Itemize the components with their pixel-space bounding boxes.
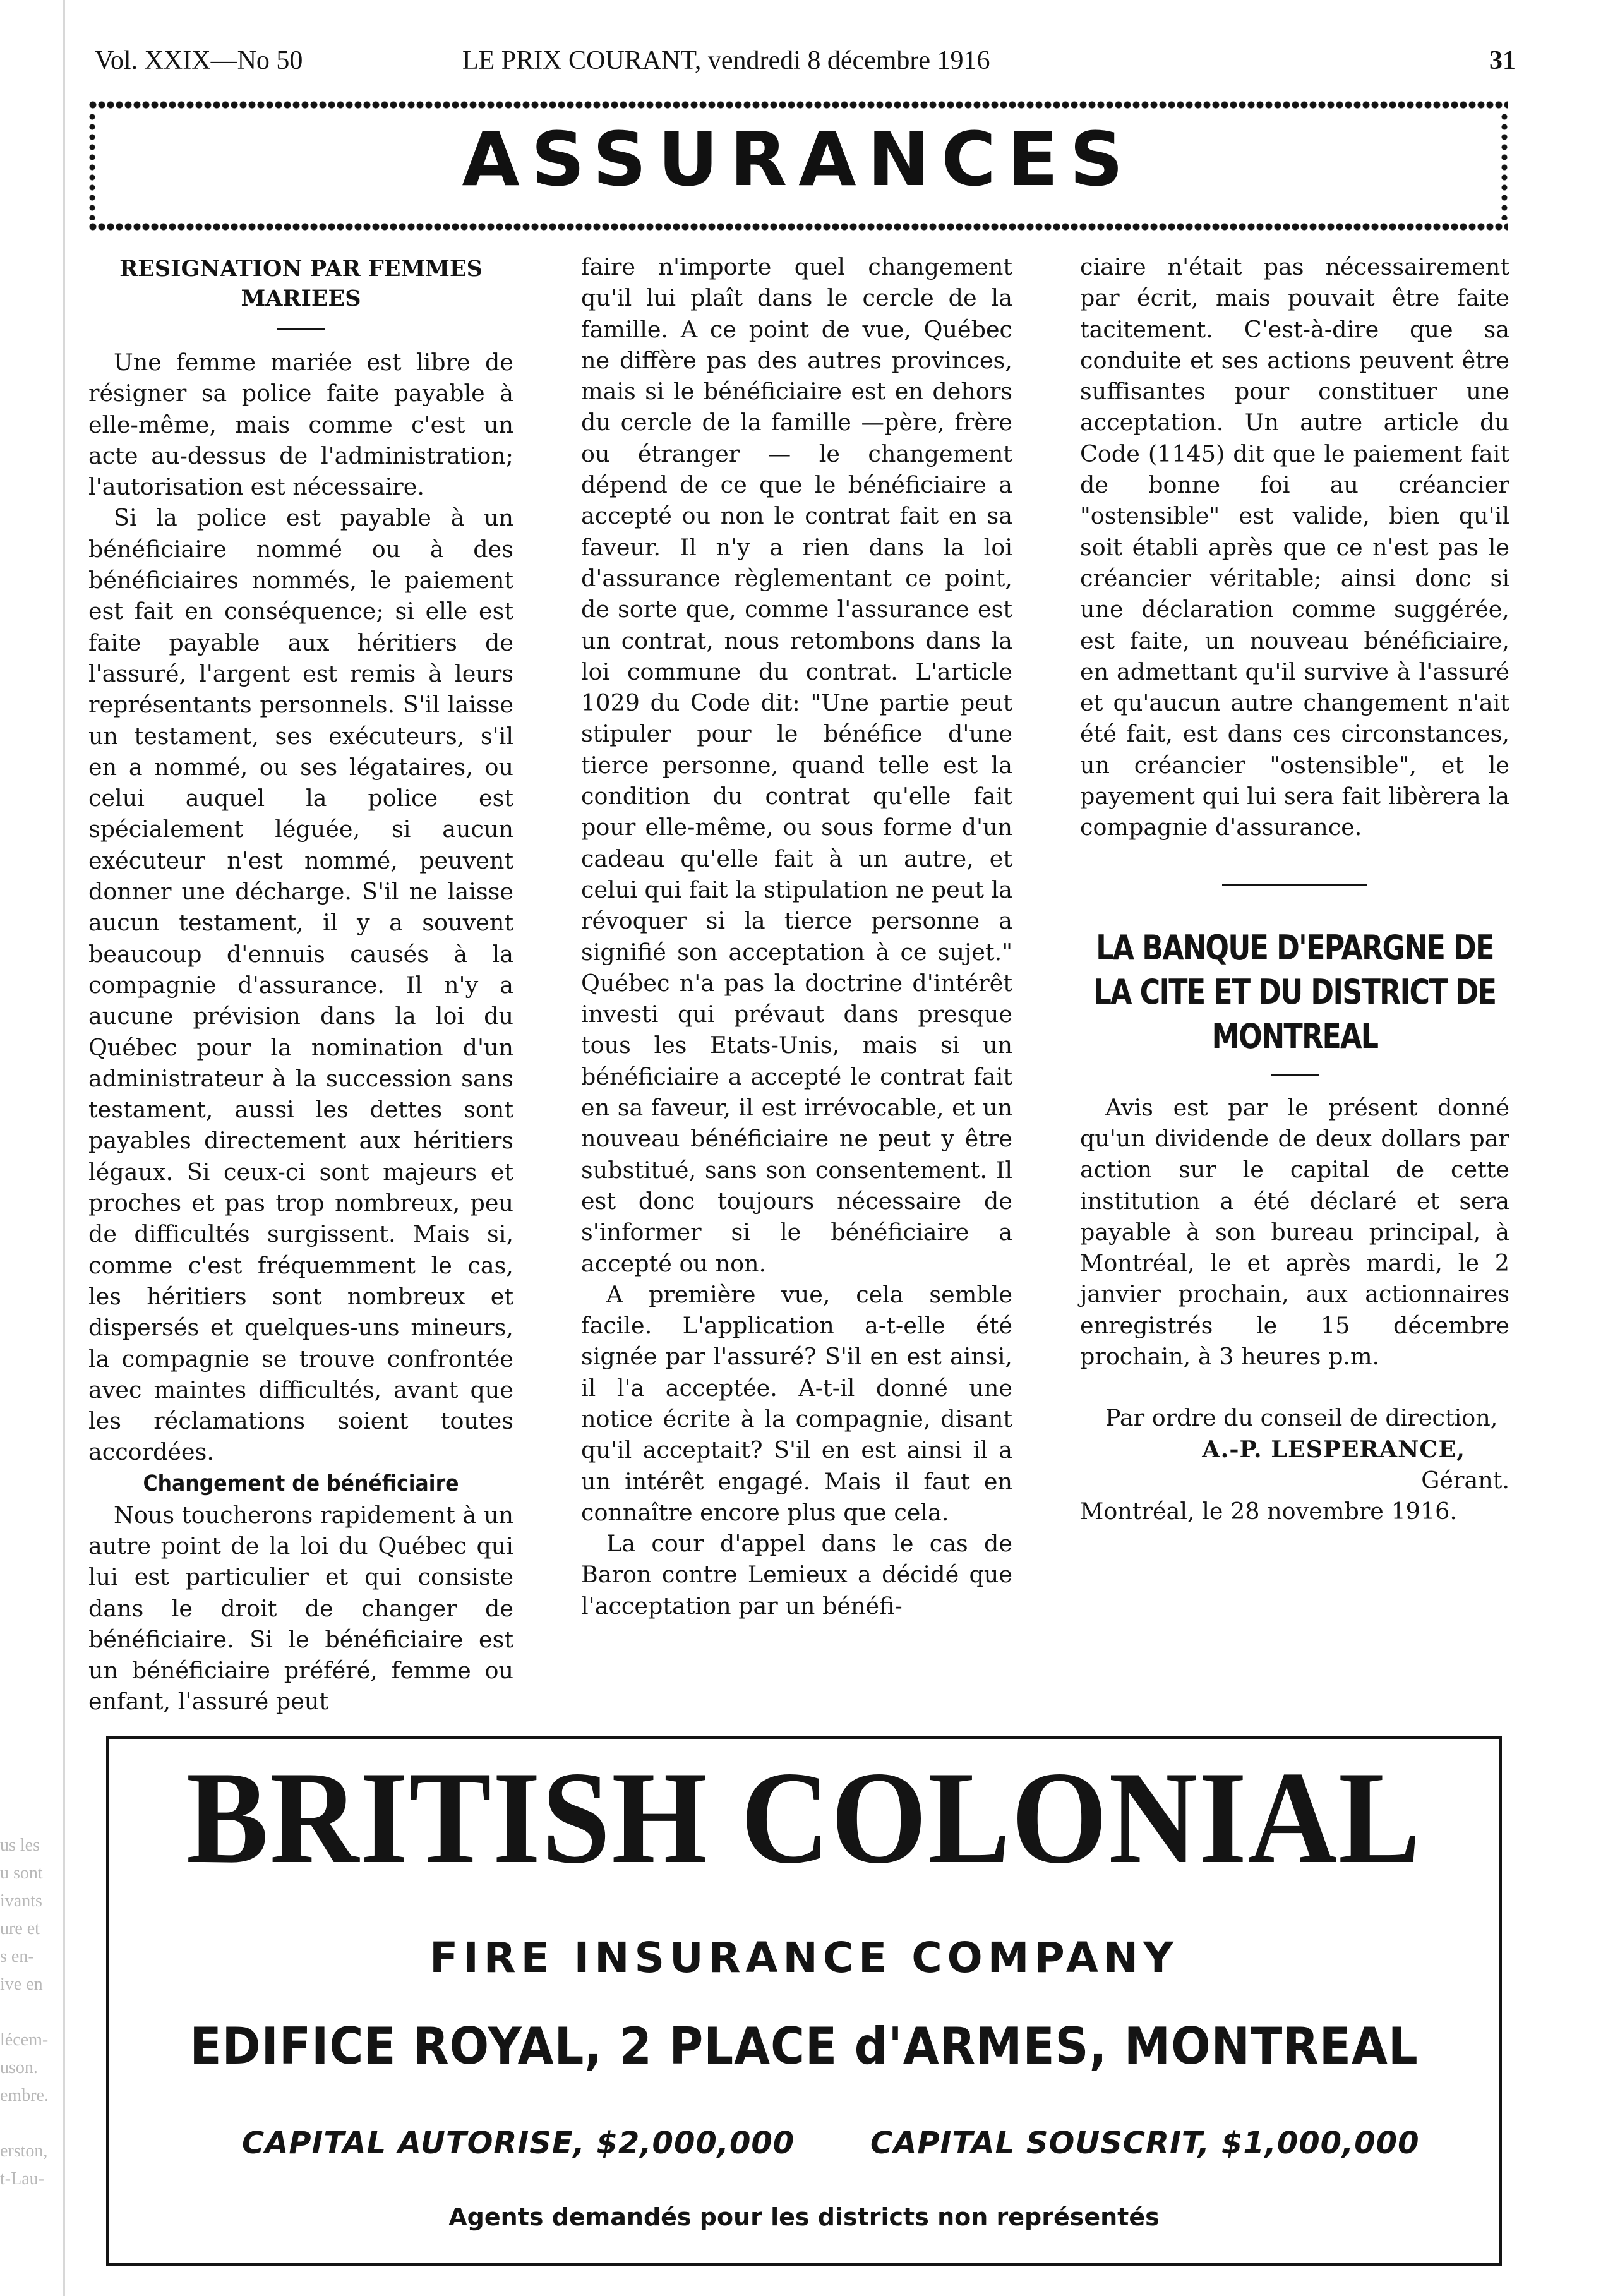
agents-wanted: Agents demandés pour les districts non représentés <box>448 2203 1160 2231</box>
bleed-line: embre. <box>0 2086 49 2105</box>
bleed-line: s en- <box>0 1947 34 1966</box>
article-subheading: Changement de bénéficiaire <box>143 1470 459 1496</box>
volume-label: Vol. XXIX—No 50 <box>95 46 303 75</box>
column-3 <box>1080 251 1509 1527</box>
bank-notice-body: Avis est par le présent donné qu'un dividende de deux dollars par action sur le capital de cette institution a été déclaré et sera payable à son bureau principal, à Montréal, le et après mardi, le 2 janvier prochain, aux actionnaires enregistrés le 15 décembre prochain, à 3 heures p.m. <box>1080 1093 1509 1371</box>
bank-title-rule <box>1271 1074 1319 1076</box>
running-header <box>95 45 1516 83</box>
capital-subscribed: CAPITAL SOUSCRIT, $1,000,000 <box>870 2125 1420 2161</box>
advertiser-address: EDIFICE ROYAL, 2 PLACE d'ARMES, MONTREAL <box>189 2017 1419 2076</box>
bleed-line: us les <box>0 1836 40 1855</box>
bleed-line: t-Lau- <box>0 2169 44 2189</box>
bank-notice-signatory: A.-P. LESPERANCE, <box>1202 1435 1465 1463</box>
capital-authorized: CAPITAL AUTORISE, $2,000,000 <box>242 2125 795 2161</box>
column-1 <box>88 251 513 1717</box>
page-number: 31 <box>1489 46 1516 75</box>
bank-notice-role: Gérant. <box>1421 1466 1509 1494</box>
dotted-border-top <box>88 98 1508 112</box>
article-title: RESIGNATION PAR FEMMES MARIEES <box>119 256 483 311</box>
article-paragraph: Si la police est payable à un bénéficiaire nommé ou à des bénéficiaires nommés, le paiement est fait en conséquence; si elle est faite payable aux héritiers de l'assuré, l'argent est remis à leurs représentants personnels. S'il laisse un testament, ses exécuteurs, s'il en a nommé, ou ses légataires, ou celui auquel la police est spécialement léguée, si aucun exécuteur n'est nommé, peuvent donner une décharge. S'il ne laisse aucun testament, il y a souvent beaucoup d'ennuis causés à la compagnie d'assurance. Il n'y a aucune prévision dans la loi du Québec pour la nomination d'un administrateur à la succession sans testament, aussi les dettes sont payables directement aux héritiers légaux. Si ceux-ci sont majeurs et proches et pas trop nombreux, peu de difficultés surgissent. Mais si, comme c'est fréquemment le cas, les héritiers sont nombreux et dispersés et quelques-uns mineurs, la compagnie se trouve confrontée avec maintes difficultés, avant que les réclamations soient toutes accordées. <box>88 504 513 1466</box>
article-paragraph: Nous toucherons rapidement à un autre point de la loi du Québec qui lui est particulier et qui consiste dans le droit de changer de bénéficiaire. Si le bénéficiaire est un bénéficiaire préféré, femme ou enfant, l'assuré peut <box>88 1501 513 1716</box>
advertiser-name: BRITISH COLONIAL <box>186 1745 1422 1891</box>
bleed-line: ive en <box>0 1974 43 1994</box>
article-paragraph: La cour d'appel dans le cas de Baron contre Lemieux a décidé que l'acceptation par un bénéfi- <box>581 1530 1012 1620</box>
bleed-line: u sont <box>0 1863 43 1883</box>
column-2 <box>581 251 1012 1621</box>
bank-notice-date: Montréal, le 28 novembre 1916. <box>1080 1498 1457 1525</box>
title-rule <box>277 328 325 330</box>
bank-notice-title: LA BANQUE D'EPARGNE DE LA CITE ET DU DISTRICT DE MONTREAL <box>1093 927 1496 1056</box>
bleed-line: erston, <box>0 2141 48 2161</box>
section-banner <box>88 98 1508 234</box>
bleed-line: ure et <box>0 1919 40 1938</box>
article-paragraph: ciaire n'était pas nécessairement par écrit, mais pouvait être faite tacitement. C'est-à-dire que sa conduite et ses actions peuvent être suffisantes pour constituer une acceptation. Un autre article du Code (1145) dit que le paiement fait de bonne foi au créancier "ostensible" est valide, bien qu'il soit établi après que ce n'est pas le créancier véritable; ainsi donc si une déclaration comme suggérée, est faite, un nouveau bénéficiaire, en admettant qu'il survive à l'assuré et qu'aucun autre changement n'ait été fait, est dans ces circonstances, un créancier "ostensible", et le payement qui lui sera fait libèrera la compagnie d'assurance. <box>1080 253 1509 841</box>
bleed-line: lécem- <box>0 2030 49 2050</box>
bleed-line <box>0 2110 69 2137</box>
bleed-line: ivants <box>0 1891 42 1911</box>
insurance-advertisement <box>106 1736 1502 2266</box>
bank-notice-order: Par ordre du conseil de direction, <box>1105 1404 1498 1432</box>
bleed-line <box>0 1998 69 2026</box>
journal-dateline: LE PRIX COURANT, vendredi 8 décembre 1916 <box>462 46 990 75</box>
article-paragraph: Une femme mariée est libre de résigner sa police faite payable à elle-même, mais comme c'est un acte au-dessus de l'administration; l'autorisation est nécessaire. <box>88 349 513 501</box>
article-paragraph: faire n'importe quel changement qu'il lui plaît dans le cercle de la famille. A ce point de vue, Québec ne diffère pas des autres provinces, mais si le bénéficiaire est en dehors du cercle de la famille —père, frère ou étranger — le changement dépend de ce que le bénéficiaire a accepté ou non le contrat fait en sa faveur. Il n'y a rien dans la loi d'assurance règlementant ce point, de sorte que, comme l'assurance est un contrat, nous retombons dans la loi commune du contrat. L'article 1029 du Code dit: "Une partie peut stipuler pour le bénéfice d'une tierce personne, quand telle est la condition du contrat qu'elle fait pour elle-même, ou sous forme d'un cadeau qu'elle fait à un autre, et celui qui fait la stipulation ne peut la révoquer si la tierce personne a signifié son acceptation à ce sujet." Québec n'a pas la doctrine d'intérêt investi qui prévaut dans presque tous les Etats-Unis, mais si un bénéficiaire a accepté le contrat fait en sa faveur, il est irrévocable, et un nouveau bénéficiaire ne peut y être substitué, sans son consentement. Il est donc toujours nécessaire de s'informer si le bénéficiaire a accepté ou non. <box>581 253 1012 1277</box>
article-paragraph: A première vue, cela semble facile. L'application a-t-elle été signée par l'assuré? S'il en est ainsi, il l'a acceptée. A-t-il donné une notice écrite à la compagnie, disant qu'il acceptait? S'il en est ainsi il a un intérêt engagé. Mais il faut en connaître encore plus que cela. <box>581 1280 1012 1526</box>
bleed-through-text <box>0 1832 69 2193</box>
section-title: ASSURANCES <box>462 116 1135 203</box>
bleed-line: uson. <box>0 2058 38 2077</box>
advertiser-subtitle: FIRE INSURANCE COMPANY <box>429 1933 1179 1982</box>
dotted-border-bottom <box>88 220 1508 234</box>
section-divider <box>1222 884 1367 886</box>
